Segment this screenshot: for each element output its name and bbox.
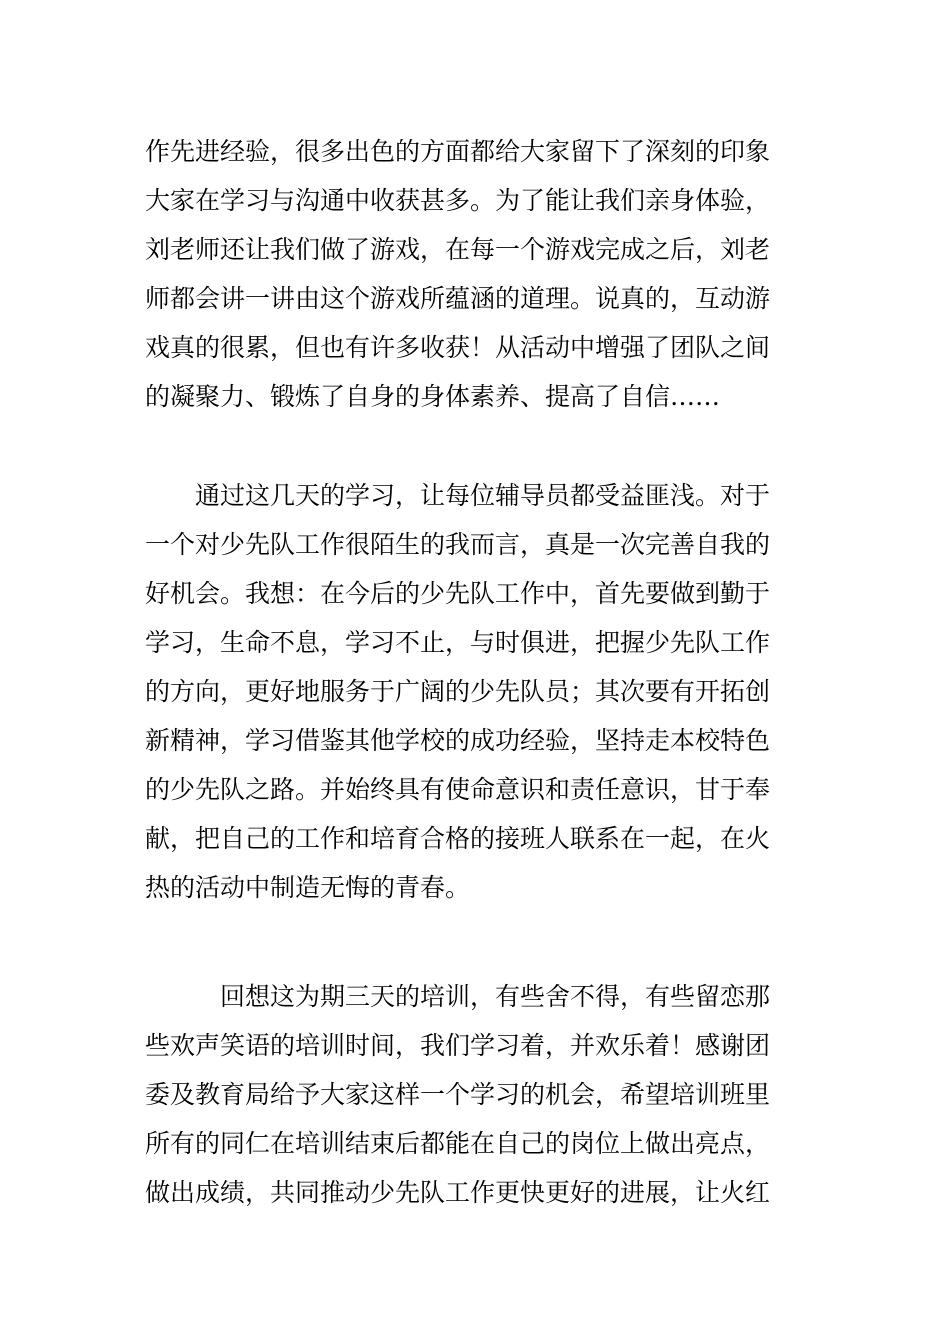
text-line: 新精神，学习借鉴其他学校的成功经验，坚持走本校特色 xyxy=(145,726,771,755)
text-line: 的方向，更好地服务于广阔的少先队员；其次要有开拓创 xyxy=(145,677,771,706)
paragraph-2 xyxy=(145,471,810,912)
text-line: 刘老师还让我们做了游戏，在每一个游戏完成之后，刘老 xyxy=(145,235,771,264)
text-line: 作先进经验，很多出色的方面都给大家留下了深刻的印象 xyxy=(145,137,771,166)
text-line: 的少先队之路。并始终具有使命意识和责任意识，甘于奉 xyxy=(145,775,771,804)
text-line: 回想这为期三天的培训，有些舍不得，有些留恋那 xyxy=(145,982,771,1011)
paragraph-1 xyxy=(145,127,810,421)
paragraph-3 xyxy=(145,972,810,1217)
text-line: 热的活动中制造无悔的青春。 xyxy=(145,873,471,902)
text-line: 献，把自己的工作和培育合格的接班人联系在一起，在火 xyxy=(145,824,771,853)
text-line: 些欢声笑语的培训时间，我们学习着，并欢乐着！感谢团 xyxy=(145,1031,771,1060)
text-line: 所有的同仁在培训结束后都能在自己的岗位上做出亮点， xyxy=(145,1129,771,1158)
text-line: 好机会。我想：在今后的少先队工作中，首先要做到勤于 xyxy=(145,579,771,608)
text-line: 通过这几天的学习，让每位辅导员都受益匪浅。对于 xyxy=(145,481,771,510)
text-line: 的凝聚力、锻炼了自身的身体素养、提高了自信…… xyxy=(145,382,721,411)
text-line: 做出成绩，共同推动少先队工作更快更好的进展，让火红 xyxy=(145,1178,771,1207)
text-line: 戏真的很累，但也有许多收获！从活动中增强了团队之间 xyxy=(145,333,771,362)
text-line: 大家在学习与沟通中收获甚多。为了能让我们亲身体验， xyxy=(145,186,771,215)
text-line: 委及教育局给予大家这样一个学习的机会，希望培训班里 xyxy=(145,1080,771,1109)
text-line: 一个对少先队工作很陌生的我而言，真是一次完善自我的 xyxy=(145,530,771,559)
text-line: 师都会讲一讲由这个游戏所蕴涵的道理。说真的，互动游 xyxy=(145,284,771,313)
text-line: 学习，生命不息，学习不止，与时俱进，把握少先队工作 xyxy=(145,628,771,657)
